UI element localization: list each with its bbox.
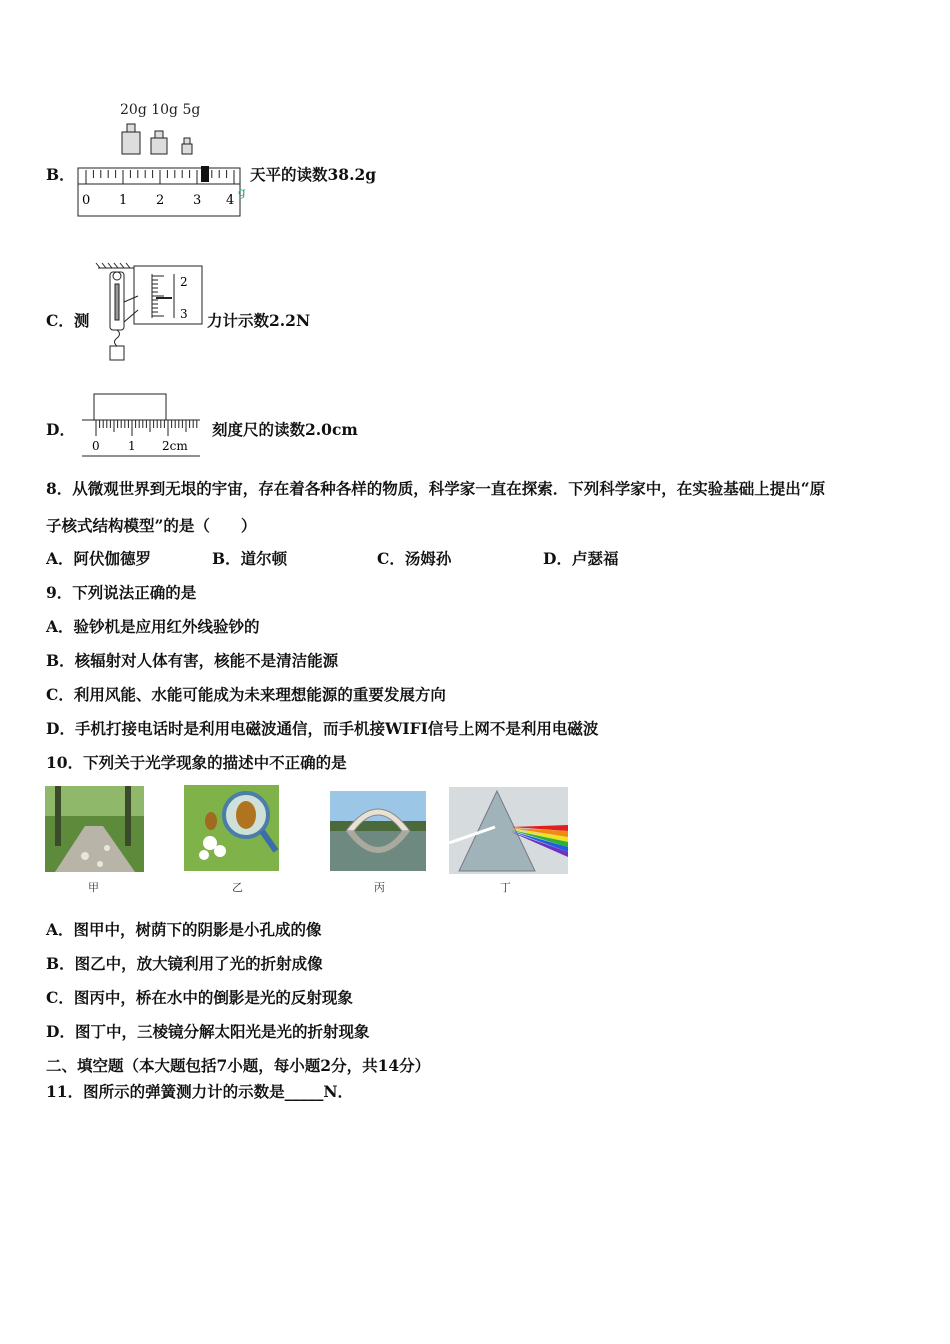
q9-option-b: B．核辐射对人体有害，核能不是清洁能源 bbox=[46, 651, 339, 670]
image-yi-magnifier bbox=[184, 785, 279, 871]
caption-jia: 甲 bbox=[88, 881, 99, 894]
option-c-text: 力计示数2.2N bbox=[207, 311, 311, 330]
q8-option-b: B．道尔顿 bbox=[212, 549, 288, 568]
q9-option-d: D．手机打接电话时是利用电磁波通信，而手机接WIFI信号上网不是利用电磁波 bbox=[46, 719, 599, 738]
caption-bing: 丙 bbox=[374, 881, 385, 894]
scale-tick-4: 4 bbox=[226, 193, 235, 208]
spring-tick-3: 3 bbox=[180, 307, 188, 321]
q10-option-c: C．图丙中，桥在水中的倒影是光的反射现象 bbox=[46, 988, 353, 1007]
scale-tick-3: 3 bbox=[193, 193, 202, 208]
caption-yi: 乙 bbox=[232, 881, 243, 894]
spring-tick-2: 2 bbox=[180, 275, 188, 289]
scale-tick-2: 2 bbox=[156, 193, 165, 208]
rider-icon bbox=[201, 166, 209, 182]
ruler-tick-0: 0 bbox=[92, 439, 100, 453]
section2-heading: 二、填空题（本大题包括7小题，每小题2分，共14分） bbox=[46, 1056, 431, 1075]
image-bing-bridge-reflection bbox=[330, 791, 426, 871]
q9-stem: 9．下列说法正确的是 bbox=[46, 583, 197, 602]
ruler-figure bbox=[80, 392, 204, 458]
scale-unit: g bbox=[238, 185, 246, 199]
q8-stem-line1: 8．从微观世界到无垠的宇宙，存在着各种各样的物质，科学家一直在探索．下列科学家中，在实验基础上提出“原 bbox=[46, 479, 826, 498]
q9-option-c: C．利用风能、水能可能成为未来理想能源的重要发展方向 bbox=[46, 685, 446, 704]
q10-option-a: A．图甲中，树荫下的阴影是小孔成的像 bbox=[46, 920, 322, 939]
option-c-label: C．测 bbox=[46, 311, 90, 330]
q8-option-c: C．汤姆孙 bbox=[377, 549, 452, 568]
weight-5g-icon bbox=[182, 138, 192, 154]
q10-option-b: B．图乙中，放大镜利用了光的折射成像 bbox=[46, 954, 323, 973]
q11-stem: 11．图所示的弹簧测力计的示数是_____N． bbox=[46, 1082, 353, 1101]
q8-stem-line2: 子核式结构模型”的是（ ） bbox=[46, 516, 257, 535]
image-ding-prism bbox=[449, 787, 568, 874]
weights-label: 20g 10g 5g bbox=[120, 102, 201, 118]
q8-option-a: A．阿伏伽德罗 bbox=[46, 549, 152, 568]
beam-scale bbox=[78, 166, 246, 216]
option-d-label: D． bbox=[46, 420, 75, 439]
ruler-tick-1: 1 bbox=[128, 439, 136, 453]
option-b-text: 天平的读数38.2g bbox=[250, 165, 377, 184]
balance-figure bbox=[74, 98, 252, 220]
option-d-text: 刻度尺的读数2.0cm bbox=[212, 420, 358, 439]
weight-20g-icon bbox=[122, 124, 140, 154]
weight-10g-icon bbox=[151, 131, 167, 154]
q8-option-d: D．卢瑟福 bbox=[543, 549, 619, 568]
spring-scale-figure bbox=[94, 262, 206, 364]
image-jia-tree-shade bbox=[45, 786, 144, 872]
q10-stem: 10．下列关于光学现象的描述中不正确的是 bbox=[46, 753, 347, 772]
q10-option-d: D．图丁中，三棱镜分解太阳光是光的折射现象 bbox=[46, 1022, 370, 1041]
q9-option-a: A．验钞机是应用红外线验钞的 bbox=[46, 617, 260, 636]
option-b-label: B． bbox=[46, 165, 75, 184]
scale-tick-1: 1 bbox=[119, 193, 128, 208]
ruler-tick-2cm: 2cm bbox=[162, 439, 188, 453]
caption-ding: 丁 bbox=[500, 881, 511, 894]
scale-tick-0: 0 bbox=[82, 193, 91, 208]
